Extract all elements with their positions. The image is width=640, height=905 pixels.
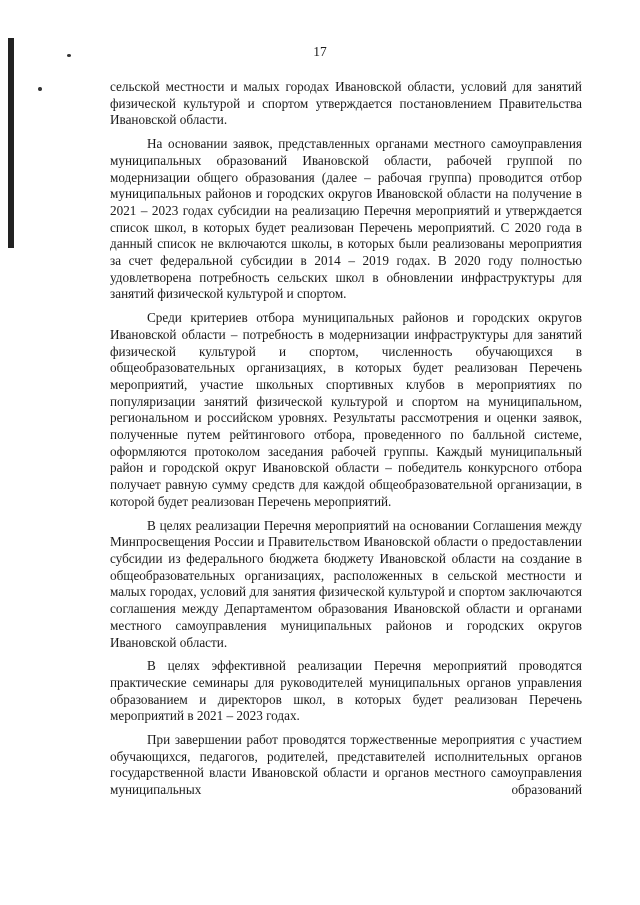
paragraph-selection-criteria: Среди критериев отбора муниципальных районов и городских округов Ивановской области – потребность в модернизации инфраструктуры для занятий физической культурой и спортом, численность обучающихся в общеобразовательных организациях, в которых будет реализован Перечень мероприятий, участие школьных спортивных клубов в мероприятиях по популяризации занятий физической культурой и спортом на муниципальном, региональном и российском уровнях. Результаты рассмотрения и оценки заявок, полученные путем рейтингового отбора, проведенного по балльной системе, оформляются протоколом заседания рабочей группы. Каждый муниципальный район и городской округ Ивановской области – победитель конкурсного отбора получает равную сумму средств для каждой общеобразовательной организации, в которой будет реализован Перечень мероприятий. [110,310,582,509]
scan-margin-bar [8,38,14,248]
paragraph-seminars: В целях эффективной реализации Перечня мероприятий проводятся практические семинары для руководителей муниципальных органов управления образованием и директоров школ, в которых будет реализован Перечень мероприятий в 2021 – 2023 годах. [110,658,582,724]
paragraph-continuation: сельской местности и малых городах Ивановской области, условий для занятий физической культурой и спортом утверждается постановлением Правительства Ивановской области. [110,79,582,128]
paragraph-selection-procedure: На основании заявок, представленных органами местного самоуправления муниципальных образований Ивановской области, рабочей группой по модернизации общего образования (далее – рабочая группа) проводится отбор муниципальных районов и городских округов Ивановской области на получение в 2021 – 2023 годах субсидии на реализацию Перечня мероприятий и утверждается список школ, в которых будет реализован Перечень мероприятий. С 2020 года в данный список не включаются школы, в которых были реализованы мероприятия за счет федеральной субсидии в 2014 – 2019 годах. В 2020 году полностью удовлетворена потребность сельских школ в обновлении инфраструктуры для занятий физической культурой и спортом. [110,136,582,302]
scan-speck [38,87,42,91]
paragraph-ceremonies: При завершении работ проводятся торжественные мероприятия с участием обучающихся, педагогов, родителей, представителей исполнительных органов государственной власти Ивановской области и органов местного самоуправления муниципальных образований [110,732,582,798]
paragraph-agreements: В целях реализации Перечня мероприятий на основании Соглашения между Минпросвещения России и Правительством Ивановской области о предоставлении субсидии из федерального бюджета бюджету Ивановской области на создание в общеобразовательных организациях, расположенных в сельской местности и малых городах, условий для занятия физической культурой и спортом заключаются соглашения между Департаментом образования Ивановской области и органами местного самоуправления муниципальных районов и городских округов Ивановской области. [110,517,582,650]
page-number: 17 [313,44,327,59]
document-body [110,79,582,806]
